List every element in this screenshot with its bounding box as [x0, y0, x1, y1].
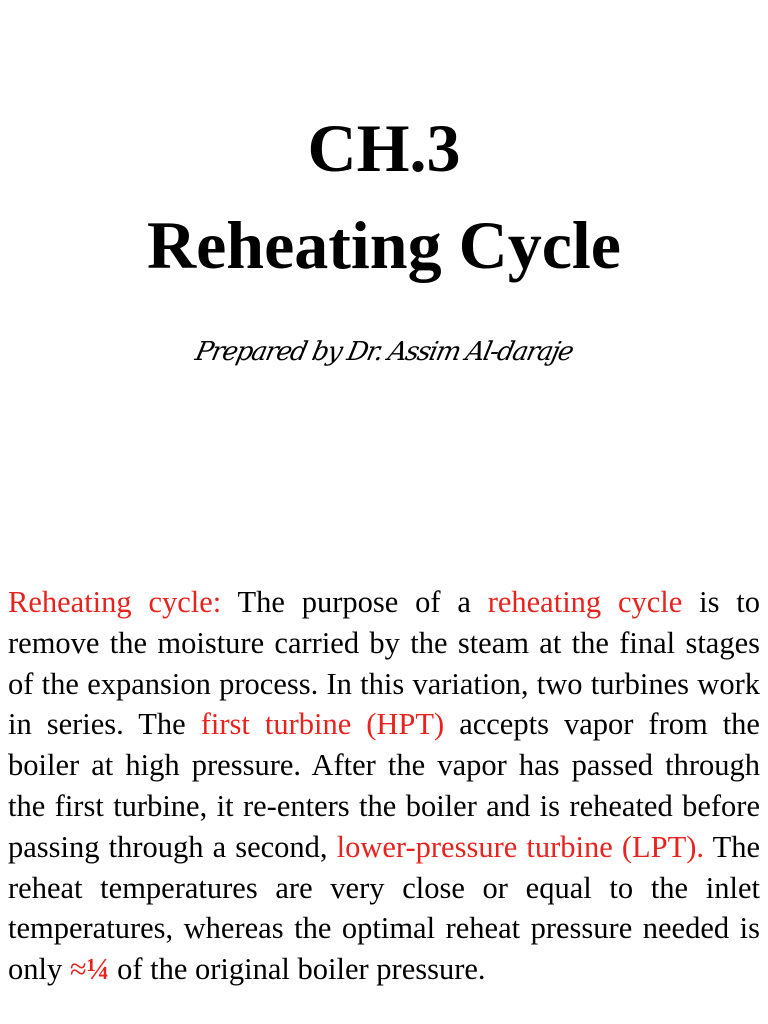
highlight-first-turbine: first turbine (HPT)	[200, 707, 445, 742]
fraction-value: ¼	[86, 952, 110, 987]
highlight-lower-pressure-turbine: lower-pressure turbine (LPT).	[336, 829, 705, 864]
chapter-number: CH.3	[307, 110, 461, 186]
body-paragraph	[8, 582, 760, 990]
page-title: Reheating Cycle	[146, 207, 621, 283]
author-credit: Prepared by Dr. Assim Al-daraje	[192, 337, 576, 367]
body-text: The purpose of a	[221, 585, 488, 619]
highlight-reheating-cycle: reheating cycle	[487, 585, 683, 619]
approx-symbol: ≈	[69, 952, 87, 987]
body-text: is to remove the moisture carried by the steam at the final stages of the expansion process. In this variation, two turbines work in series. The	[8, 585, 761, 742]
body-text: of the original boiler pressure.	[109, 952, 486, 987]
body-text: The reheat temperatures are very close or equal to the inlet temperatures, whereas the optimal reheat pressure needed is only	[8, 829, 760, 987]
body-text: accepts vapor from the boiler at high pressure. After the vapor has passed through the first turbine, it re-enters the boiler and is reheated before passing through a second,	[8, 707, 760, 864]
term-label: Reheating cycle:	[8, 585, 222, 619]
